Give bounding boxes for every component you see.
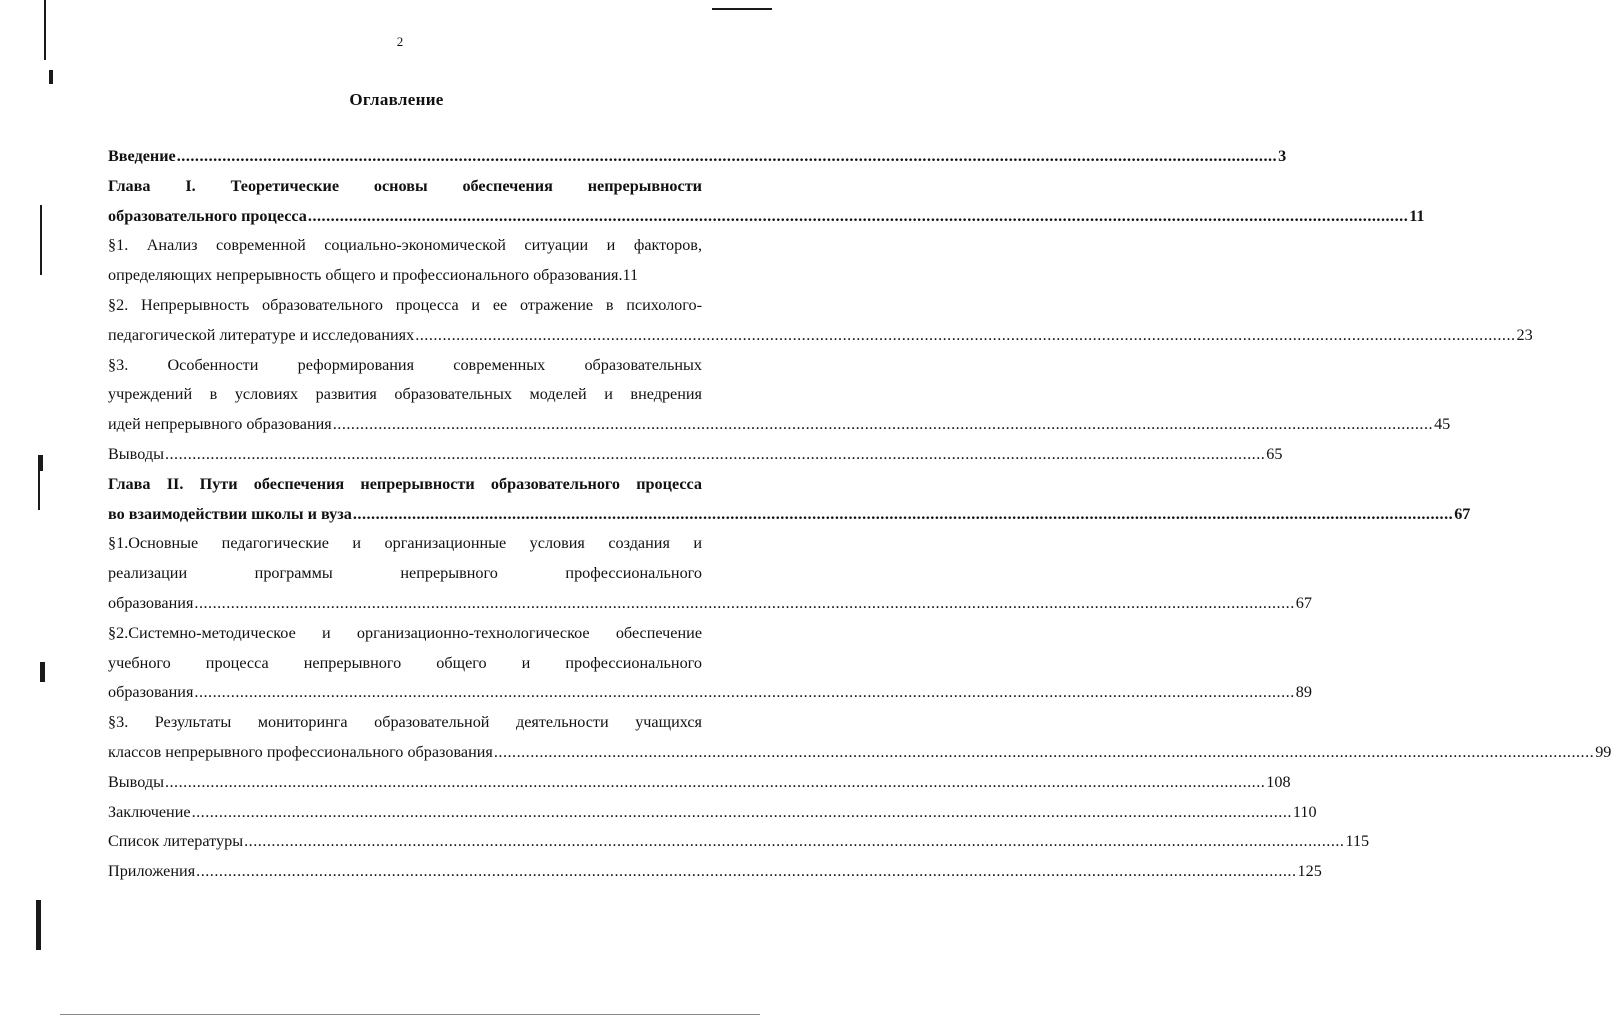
toc-entry <box>108 440 1283 470</box>
scan-edge-mark <box>38 470 40 510</box>
page-number: 2 <box>396 34 404 49</box>
toc-leader-dots: .................................................................................................................................................................................................................................................. <box>352 504 1454 523</box>
toc-entry <box>108 202 1425 232</box>
toc-entry: определяющих непрерывность общего и профессионального образования.11 <box>108 266 639 285</box>
toc-entry <box>108 827 1370 857</box>
toc-leader-dots: .................................................................................................................................................................................................................................................. <box>164 772 1266 791</box>
toc-entry <box>108 738 1611 768</box>
toc-entry-page: 115 <box>1345 832 1370 851</box>
toc-leader-dots: .................................................................................................................................................................................................................................................. <box>196 862 1297 881</box>
toc-entry-page: 108 <box>1266 772 1291 791</box>
toc-entry-text: образования <box>108 593 194 612</box>
toc-entry-page: 23 <box>1516 325 1533 344</box>
toc-entry-page: 67 <box>1295 593 1312 612</box>
toc-entry: §1. Анализ современной социально-экономической ситуации и факторов, <box>108 236 702 255</box>
toc-entry <box>108 768 1291 798</box>
toc-entry-page: 11 <box>1409 206 1425 225</box>
scan-edge-mark <box>712 8 772 10</box>
toc-entry-page: 3 <box>1278 147 1287 165</box>
toc-leader-dots: .................................................................................................................................................................................................................................................. <box>244 832 1345 851</box>
toc-entry-text: идей непрерывного образования <box>108 415 332 434</box>
toc-entry-page: 99 <box>1595 742 1611 761</box>
toc-leader-dots: .................................................................................................................................................................................................................................................. <box>194 683 1295 702</box>
toc-leader-dots: .................................................................................................................................................................................................................................................. <box>332 415 1434 434</box>
toc-entry <box>108 410 1451 440</box>
table-of-contents <box>108 142 1611 887</box>
toc-entry-text: классов непрерывного профессионального образования <box>108 742 493 761</box>
toc-leader-dots: .................................................................................................................................................................................................................................................. <box>164 444 1266 463</box>
toc-entry-text: Введение <box>108 147 176 165</box>
toc-entry-text: образования <box>108 683 194 702</box>
toc-entry-text: Приложения <box>108 862 196 881</box>
toc-leader-dots: .................................................................................................................................................................................................................................................. <box>415 325 1516 344</box>
toc-entry: реализации программы непрерывного профессионального <box>108 564 702 583</box>
toc-entry: §3. Результаты мониторинга образовательной деятельности учащихся <box>108 713 702 732</box>
toc-entry <box>108 798 1317 828</box>
toc-entry-page: 45 <box>1434 415 1451 434</box>
toc-entry <box>108 857 1322 887</box>
toc-leader-dots: .................................................................................................................................................................................................................................................. <box>493 742 1595 761</box>
scan-edge-mark <box>60 1014 760 1015</box>
scan-edge-mark <box>40 205 42 275</box>
page-title: Оглавление <box>349 90 444 109</box>
toc-entry-text: Выводы <box>108 444 164 463</box>
toc-entry-text: Список литературы <box>108 832 244 851</box>
toc-entry: §3. Особенности реформирования современных образовательных <box>108 355 702 374</box>
toc-entry: §1.Основные педагогические и организационные условия создания и <box>108 534 702 553</box>
toc-entry <box>108 321 1533 351</box>
toc-entry-page: 65 <box>1266 444 1283 463</box>
scan-edge-mark <box>44 0 46 60</box>
toc-entry <box>108 142 1287 172</box>
toc-entry-page: 125 <box>1297 862 1322 881</box>
toc-entry: §2.Системно-методическое и организационно-технологическое обеспечение <box>108 623 702 642</box>
toc-leader-dots: .................................................................................................................................................................................................................................................. <box>191 802 1292 821</box>
toc-entry-page: 89 <box>1295 683 1312 702</box>
scan-edge-mark <box>36 900 41 950</box>
toc-entry: учреждений в условиях развития образовательных моделей и внедрения <box>108 385 702 404</box>
toc-entry-text: образовательного процесса <box>108 206 307 225</box>
scan-edge-mark <box>49 70 53 84</box>
toc-entry-text: педагогической литературе и исследованиях <box>108 325 415 344</box>
toc-entry <box>108 678 1312 708</box>
toc-entry: учебного процесса непрерывного общего и профессионального <box>108 653 702 672</box>
toc-leader-dots: .................................................................................................................................................................................................................................................. <box>194 593 1295 612</box>
toc-entry <box>108 589 1312 619</box>
toc-leader-dots: .................................................................................................................................................................................................................................................. <box>307 206 1409 225</box>
scan-edge-mark <box>40 662 45 682</box>
toc-leader-dots: .................................................................................................................................................................................................................................................. <box>176 147 1278 165</box>
toc-entry-page: 110 <box>1292 802 1317 821</box>
toc-entry-text: Заключение <box>108 802 191 821</box>
scan-edge-mark <box>38 455 43 471</box>
toc-entry-text: Выводы <box>108 772 164 791</box>
toc-entry: §2. Непрерывность образовательного процесса и ее отражение в психолого- <box>108 295 702 314</box>
toc-entry-page: 67 <box>1454 504 1471 523</box>
toc-entry: Глава I. Теоретические основы обеспечения непрерывности <box>108 176 702 195</box>
toc-entry-text: во взаимодействии школы и вуза <box>108 504 352 523</box>
toc-entry: Глава II. Пути обеспечения непрерывности образовательного процесса <box>108 474 702 493</box>
toc-entry <box>108 500 1471 530</box>
